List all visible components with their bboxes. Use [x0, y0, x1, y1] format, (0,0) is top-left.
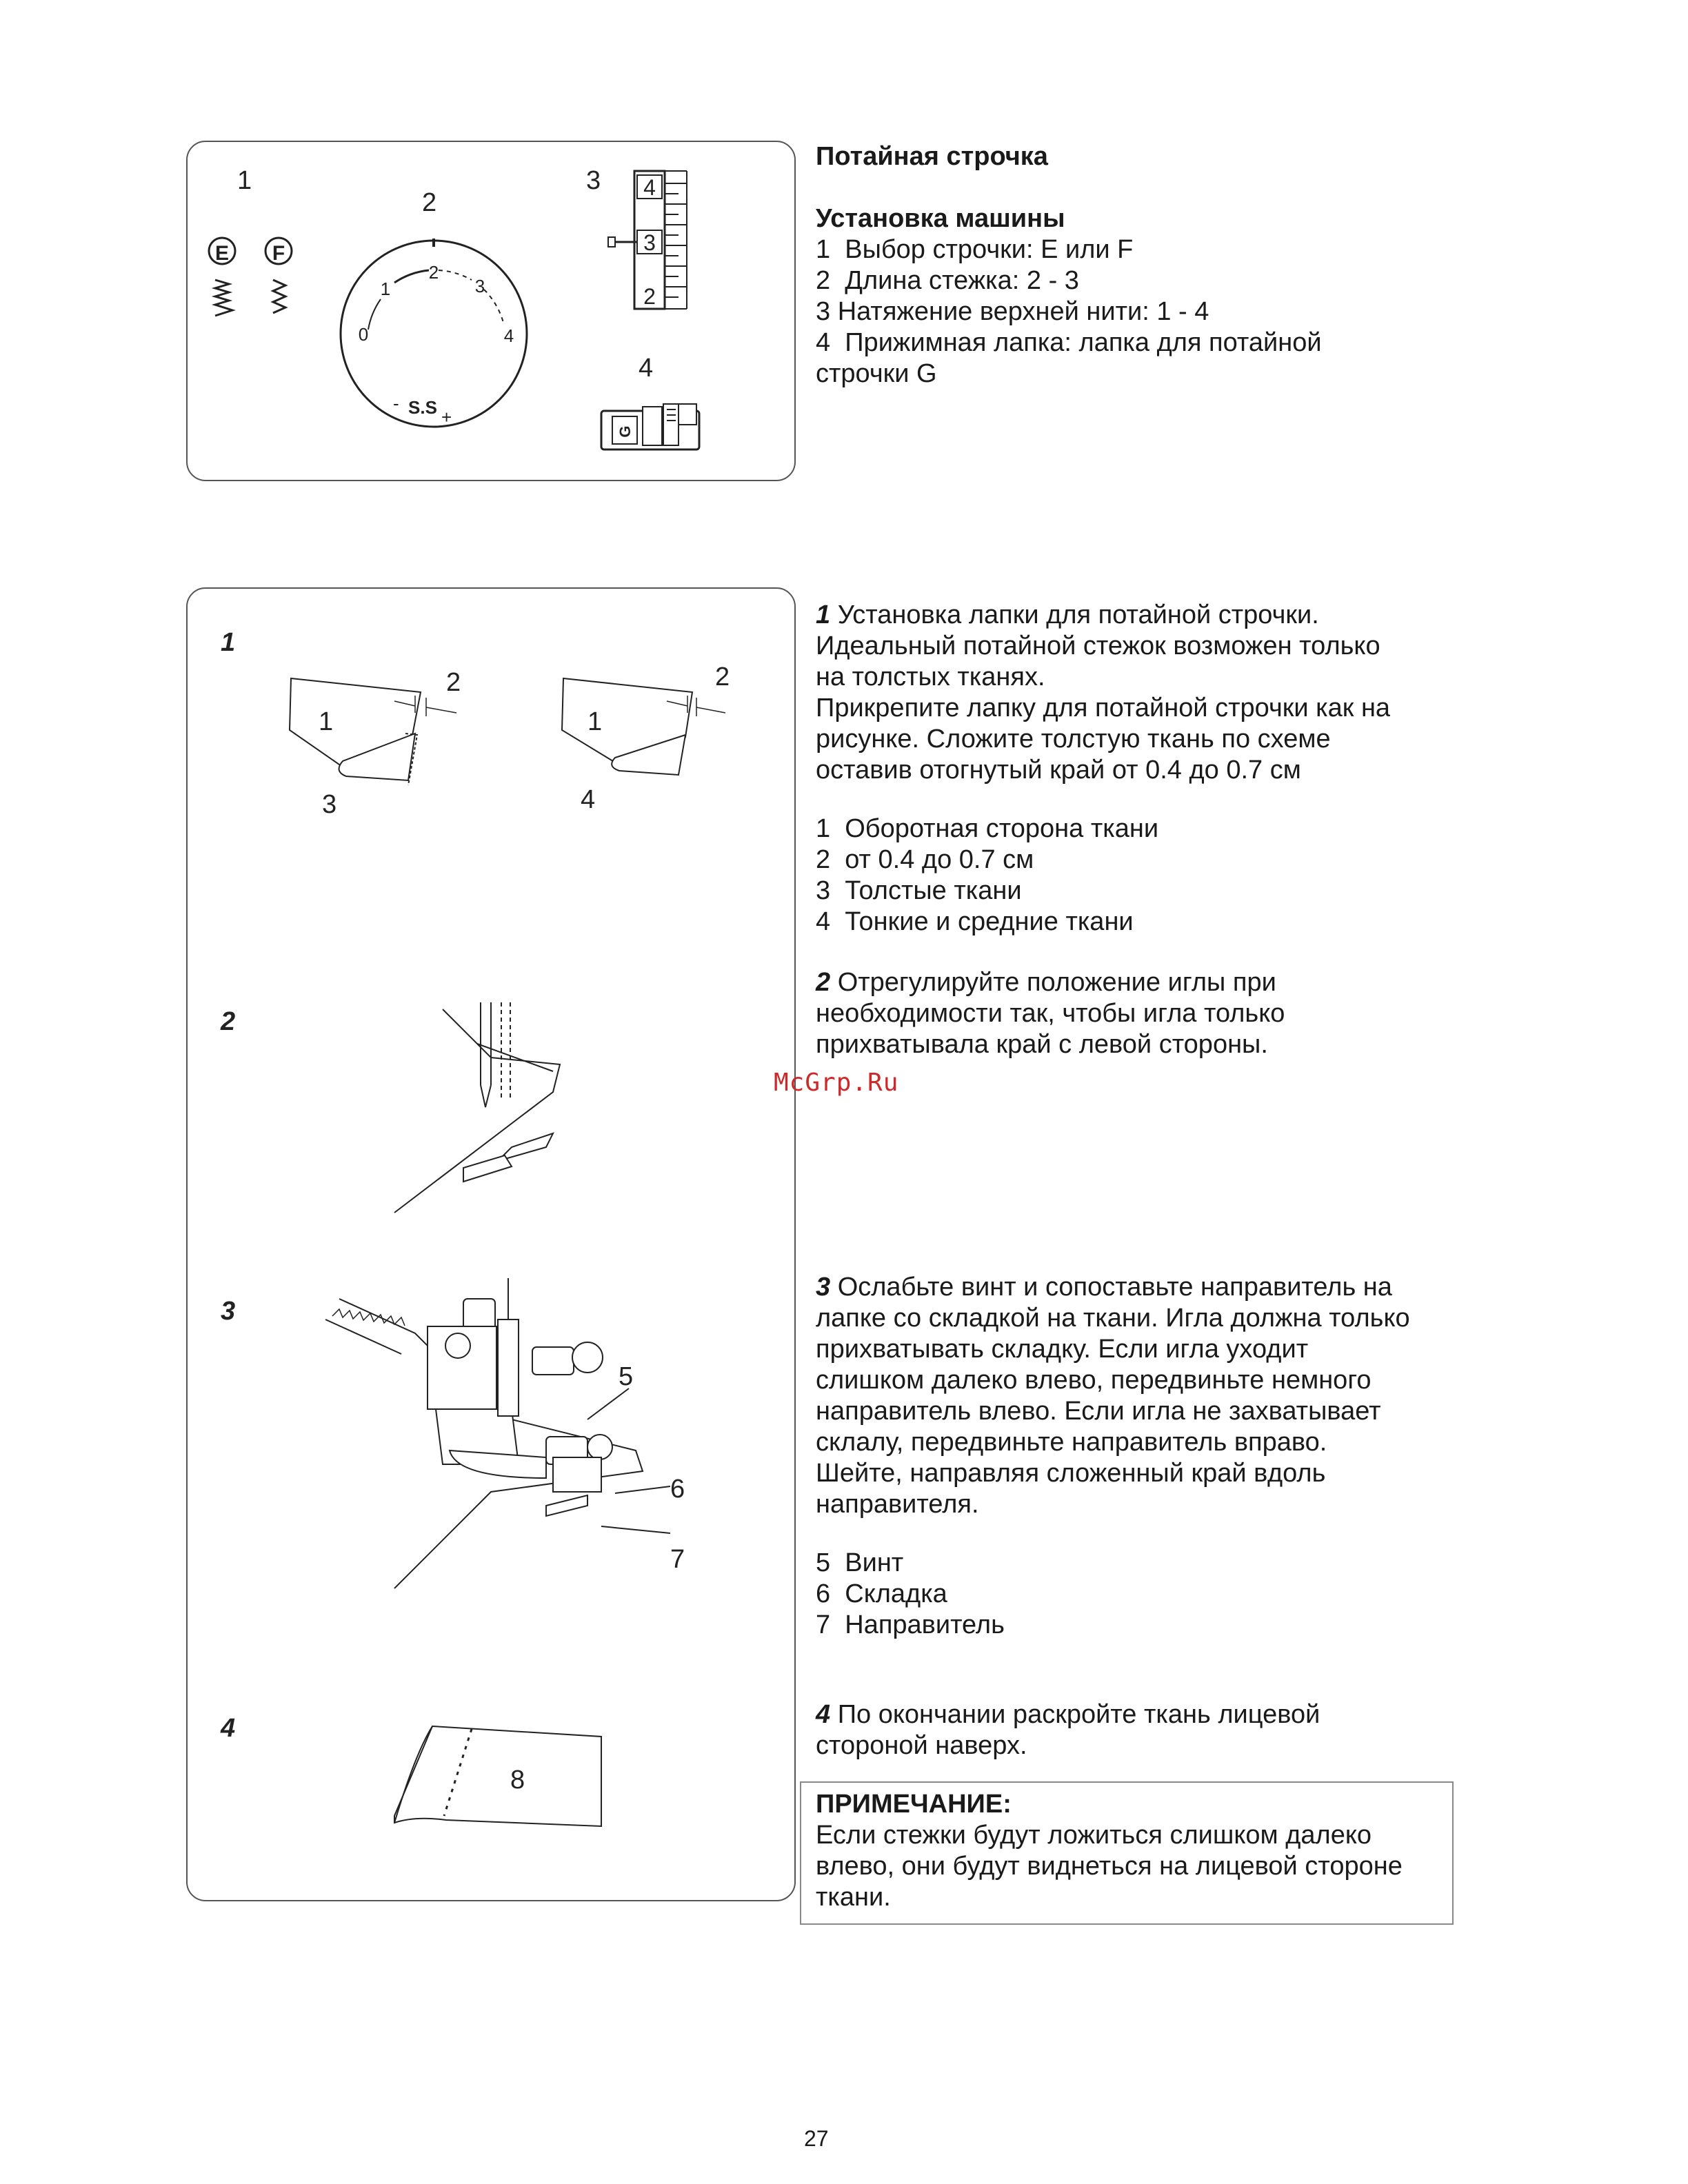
- fig3-label: 3: [221, 1297, 236, 1326]
- step4-number: 4: [816, 1700, 831, 1729]
- dial-minus: -: [393, 393, 399, 414]
- stitch-e-letter: E: [214, 242, 230, 265]
- note-heading: ПРИМЕЧАНИЕ:: [816, 1790, 1012, 1819]
- step3-line: направителя.: [816, 1490, 979, 1519]
- tension-mark-4: 4: [643, 175, 656, 200]
- setup-item: 3 Натяжение верхней нити: 1 - 4: [816, 297, 1209, 326]
- step1-line: Прикрепите лапку для потайной строчки как на: [816, 694, 1391, 722]
- fig3-num-6: 6: [670, 1475, 685, 1504]
- steps-illustration: [188, 589, 794, 1900]
- step2-line-1: [816, 967, 1276, 998]
- step4-line: По окончании раскройте ткань лицевой: [830, 1700, 1320, 1729]
- note-line: влево, они будут виднеться на лицевой стороне: [816, 1852, 1403, 1881]
- step3-line: лапке со складкой на ткани. Игла должна только: [816, 1304, 1410, 1333]
- step4-line-1: [816, 1699, 1320, 1730]
- dial-mark-0: 0: [358, 324, 369, 345]
- fig3-num-7: 7: [670, 1545, 685, 1574]
- fig1-left-num-1: 1: [319, 707, 334, 736]
- fig1-left-num-3: 3: [322, 790, 337, 819]
- step1-line: рисунке. Сложите толстую ткань по схеме: [816, 725, 1331, 754]
- fig1-right-num-1: 1: [587, 707, 603, 736]
- tension-mark-3: 3: [643, 230, 656, 255]
- dial-mark-4: 4: [503, 325, 514, 346]
- setup-item: 1 Выбор строчки: E или F: [816, 235, 1134, 264]
- setup-item: 2 Длина стежка: 2 - 3: [816, 266, 1079, 295]
- setup-heading: Установка машины: [816, 204, 1065, 233]
- stitch-f-letter: F: [272, 242, 285, 265]
- thread-tension-gauge: [608, 171, 687, 309]
- step3-legend-item: 5 Винт: [816, 1548, 904, 1577]
- blind-stitch-f-icon: [273, 280, 285, 313]
- step3-line: слишком далеко влево, передвиньте немного: [816, 1366, 1372, 1395]
- setup-label-2: 2: [422, 188, 437, 217]
- fig2-needle-position-diagram: [394, 1002, 560, 1213]
- fig3-num-5: 5: [619, 1362, 634, 1391]
- step1-line: Идеальный потайной стежок возможен только: [816, 631, 1380, 660]
- foot-letter-g: G: [616, 425, 634, 438]
- step3-legend-item: 6 Складка: [816, 1579, 947, 1608]
- tension-mark-2: 2: [643, 284, 656, 309]
- step1-number: 1: [816, 600, 831, 629]
- step2-line: необходимости так, чтобы игла только: [816, 999, 1285, 1028]
- stitch-length-dial: [341, 239, 527, 427]
- section-title: Потайная строчка: [816, 142, 1048, 171]
- steps-figure-panel: [186, 587, 796, 1901]
- note-line: ткани.: [816, 1883, 891, 1912]
- dial-mark-1: 1: [380, 279, 391, 299]
- step3-number: 3: [816, 1273, 831, 1302]
- step3-line: Ослабьте винт и сопоставьте направитель на: [830, 1273, 1392, 1302]
- step2-number: 2: [816, 968, 831, 997]
- dial-mark-2: 2: [428, 262, 439, 283]
- dial-mark-ss: S.S: [408, 397, 437, 418]
- step3-line: Шейте, направляя сложенный край вдоль: [816, 1459, 1326, 1488]
- note-line: Если стежки будут ложиться слишком далеко: [816, 1821, 1372, 1850]
- fig1-thin-fabric-diagram: [562, 678, 725, 775]
- fig4-num-8: 8: [510, 1766, 525, 1794]
- fig4-finished-hem-diagram: [394, 1726, 601, 1826]
- step3-line: склалу, передвиньте направитель вправо.: [816, 1428, 1327, 1457]
- setup-label-4: 4: [639, 354, 654, 383]
- step2-line: Отрегулируйте положение иглы при: [830, 968, 1276, 997]
- blind-stitch-e-icon: [215, 280, 232, 316]
- step1-line: Установка лапки для потайной строчки.: [830, 600, 1319, 629]
- blind-hem-foot-g-icon: [601, 404, 699, 449]
- step1-legend-item: 1 Оборотная сторона ткани: [816, 814, 1159, 843]
- fig1-right-num-4: 4: [581, 785, 596, 814]
- page-number: 27: [804, 2126, 829, 2151]
- step2-line: прихватывала край с левой стороны.: [816, 1030, 1268, 1059]
- machine-setup-figure: [186, 141, 796, 481]
- setup-item: 4 Прижимная лапка: лапка для потайной: [816, 328, 1322, 357]
- step3-legend-item: 7 Направитель: [816, 1610, 1005, 1639]
- step3-line: направитель влево. Если игла не захватывает: [816, 1397, 1381, 1426]
- dial-mark-3: 3: [474, 276, 485, 296]
- setup-item: строчки G: [816, 359, 937, 388]
- fig4-label: 4: [221, 1714, 236, 1743]
- fig1-right-num-2: 2: [715, 663, 730, 691]
- step1-line-1: [816, 600, 1319, 631]
- step3-line: прихватывать складку. Если игла уходит: [816, 1335, 1309, 1364]
- fig2-label: 2: [221, 1007, 236, 1036]
- step1-line: на толстых тканях.: [816, 663, 1045, 691]
- fig1-thick-fabric-diagram: [290, 678, 456, 785]
- fig1-left-num-2: 2: [446, 668, 461, 697]
- step1-legend-item: 2 от 0.4 до 0.7 см: [816, 845, 1034, 874]
- step1-legend-item: 3 Толстые ткани: [816, 876, 1022, 905]
- dial-plus: +: [441, 407, 452, 427]
- step1-line: оставив отогнутый край от 0.4 до 0.7 см: [816, 756, 1301, 785]
- setup-label-3: 3: [586, 166, 601, 195]
- step4-line: стороной наверх.: [816, 1731, 1027, 1760]
- step1-legend-item: 4 Тонкие и средние ткани: [816, 907, 1134, 936]
- watermark: McGrp.Ru: [774, 1069, 899, 1097]
- step3-line-1: [816, 1272, 1392, 1303]
- fig3-presser-foot-guide-diagram: [325, 1278, 643, 1588]
- setup-label-1: 1: [237, 166, 252, 195]
- setup-illustration: [188, 142, 794, 480]
- fig1-label: 1: [221, 628, 236, 657]
